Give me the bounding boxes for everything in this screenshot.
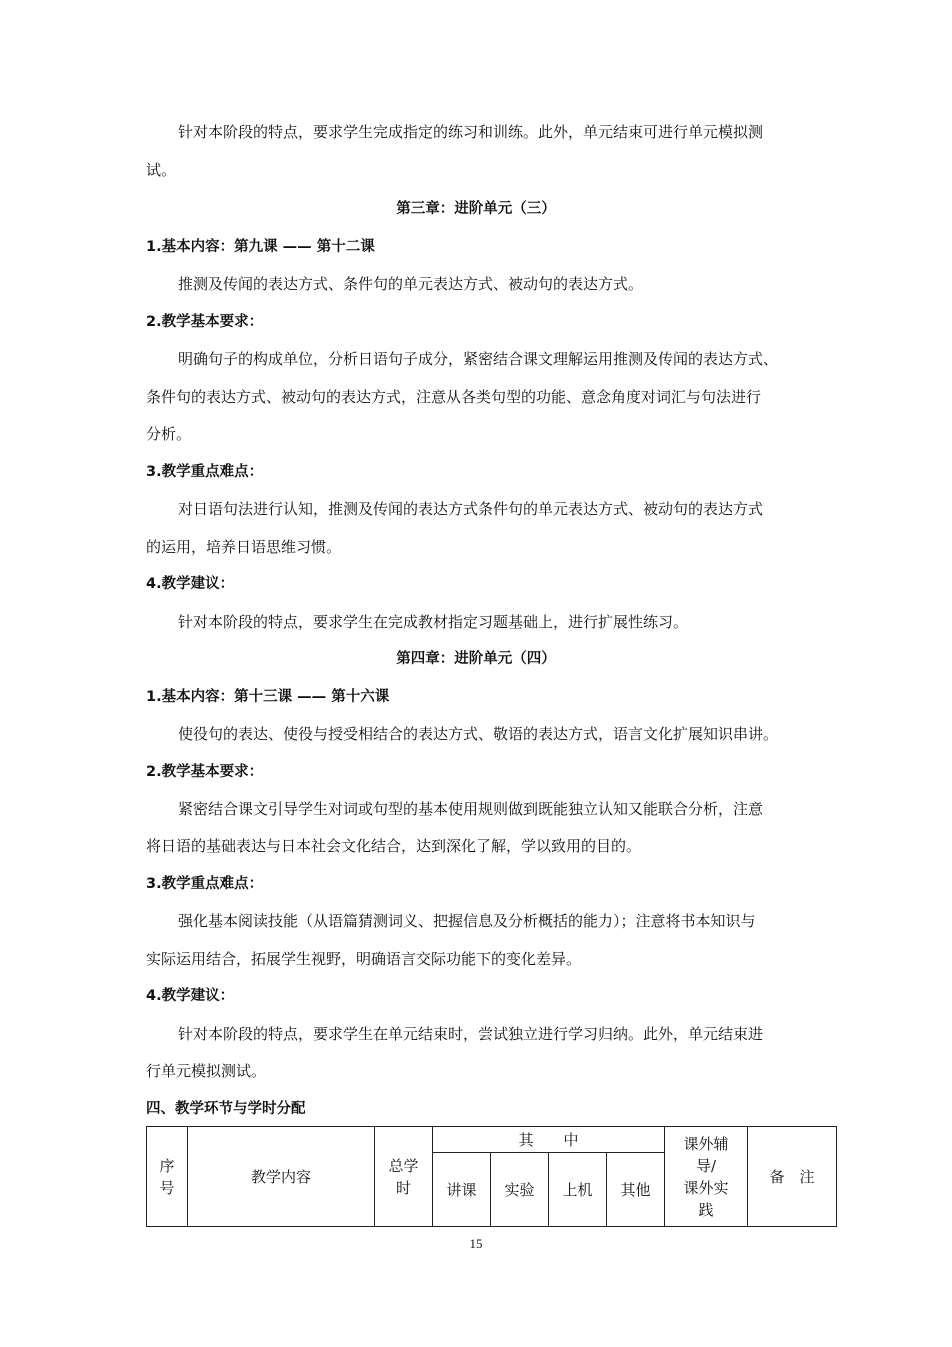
ch4-heading-requirements: 2.教学基本要求：: [146, 764, 264, 780]
header-experiment: 实验: [491, 1153, 549, 1227]
ch4-heading-basic-content: 1.基本内容：第十三课 —— 第十六课: [146, 689, 390, 705]
ch3-requirements-line-3: 分析。: [146, 425, 192, 443]
ch3-key-points-line-2: 的运用，培养日语思维习惯。: [146, 538, 342, 556]
header-extracurricular-line-1: 课外辅: [683, 1134, 729, 1153]
header-extracurricular: [665, 1127, 748, 1227]
header-seq-line-2: 号: [159, 1178, 175, 1197]
header-total-hours-line-1: 总学: [388, 1156, 419, 1175]
ch4-suggestions-line-1: 针对本阶段的特点，要求学生在单元结束时，尝试独立进行学习归纳。此外，单元结束进: [178, 1025, 764, 1043]
intro-line-2: 试。: [146, 161, 177, 179]
chapter3-title: 第三章：进阶单元（三）: [396, 201, 556, 217]
header-other: 其他: [607, 1153, 665, 1227]
page-number: 15: [469, 1236, 483, 1251]
header-extracurricular-line-4: 践: [698, 1200, 714, 1219]
ch3-basic-content-text: 推测及传闻的表达方式、条件句的单元表达方式、被动句的表达方式。: [178, 275, 644, 293]
header-among: 其 中: [433, 1127, 665, 1153]
hours-allocation-table: [146, 1126, 837, 1227]
ch3-heading-key-points: 3.教学重点难点：: [146, 464, 264, 480]
header-total-hours-line-2: 时: [395, 1178, 411, 1197]
ch4-heading-suggestions: 4.教学建议：: [146, 988, 235, 1004]
header-content: 教学内容: [188, 1127, 375, 1227]
ch3-requirements-line-1: 明确句子的构成单位，分析日语句子成分，紧密结合课文理解运用推测及传闻的表达方式、: [178, 350, 779, 368]
ch3-key-points-line-1: 对日语句法进行认知，推测及传闻的表达方式条件句的单元表达方式、被动句的表达方式: [178, 500, 764, 518]
ch4-suggestions-line-2: 行单元模拟测试。: [146, 1062, 267, 1080]
chapter4-title: 第四章：进阶单元（四）: [396, 651, 556, 667]
header-total-hours: [375, 1127, 433, 1227]
ch4-key-points-line-1: 强化基本阅读技能（从语篇猜测词义、把握信息及分析概括的能力）；注意将书本知识与: [178, 912, 756, 930]
ch3-suggestions-text: 针对本阶段的特点，要求学生在完成教材指定习题基础上，进行扩展性练习。: [178, 613, 689, 631]
ch4-requirements-line-1: 紧密结合课文引导学生对词或句型的基本使用规则做到既能独立认知又能联合分析，注意: [178, 800, 764, 818]
header-lecture: 讲课: [433, 1153, 491, 1227]
header-computer: 上机: [549, 1153, 607, 1227]
intro-line-1: 针对本阶段的特点，要求学生完成指定的练习和训练。此外，单元结束可进行单元模拟测: [178, 123, 764, 141]
header-seq: [147, 1127, 188, 1227]
header-extracurricular-line-3: 课外实: [683, 1178, 729, 1197]
ch3-requirements-line-2: 条件句的表达方式、被动句的表达方式，注意从各类句型的功能、意念角度对词汇与句法进行: [146, 388, 762, 406]
ch4-heading-key-points: 3.教学重点难点：: [146, 876, 264, 892]
ch3-heading-basic-content: 1.基本内容：第九课 —— 第十二课: [146, 239, 375, 255]
ch3-heading-suggestions: 4.教学建议：: [146, 576, 235, 592]
ch4-key-points-line-2: 实际运用结合，拓展学生视野，明确语言交际功能下的变化差异。: [146, 950, 582, 968]
ch4-basic-content-text: 使役句的表达、使役与授受相结合的表达方式、敬语的表达方式，语言文化扩展知识串讲。: [178, 725, 779, 743]
ch4-requirements-line-2: 将日语的基础表达与日本社会文化结合，达到深化了解，学以致用的目的。: [146, 837, 642, 855]
header-extracurricular-line-2: 导/: [695, 1156, 717, 1175]
header-seq-line-1: 序: [159, 1156, 175, 1175]
ch3-heading-requirements: 2.教学基本要求：: [146, 314, 264, 330]
header-remark: 备 注: [748, 1127, 837, 1227]
section4-title: 四、教学环节与学时分配: [146, 1101, 306, 1117]
